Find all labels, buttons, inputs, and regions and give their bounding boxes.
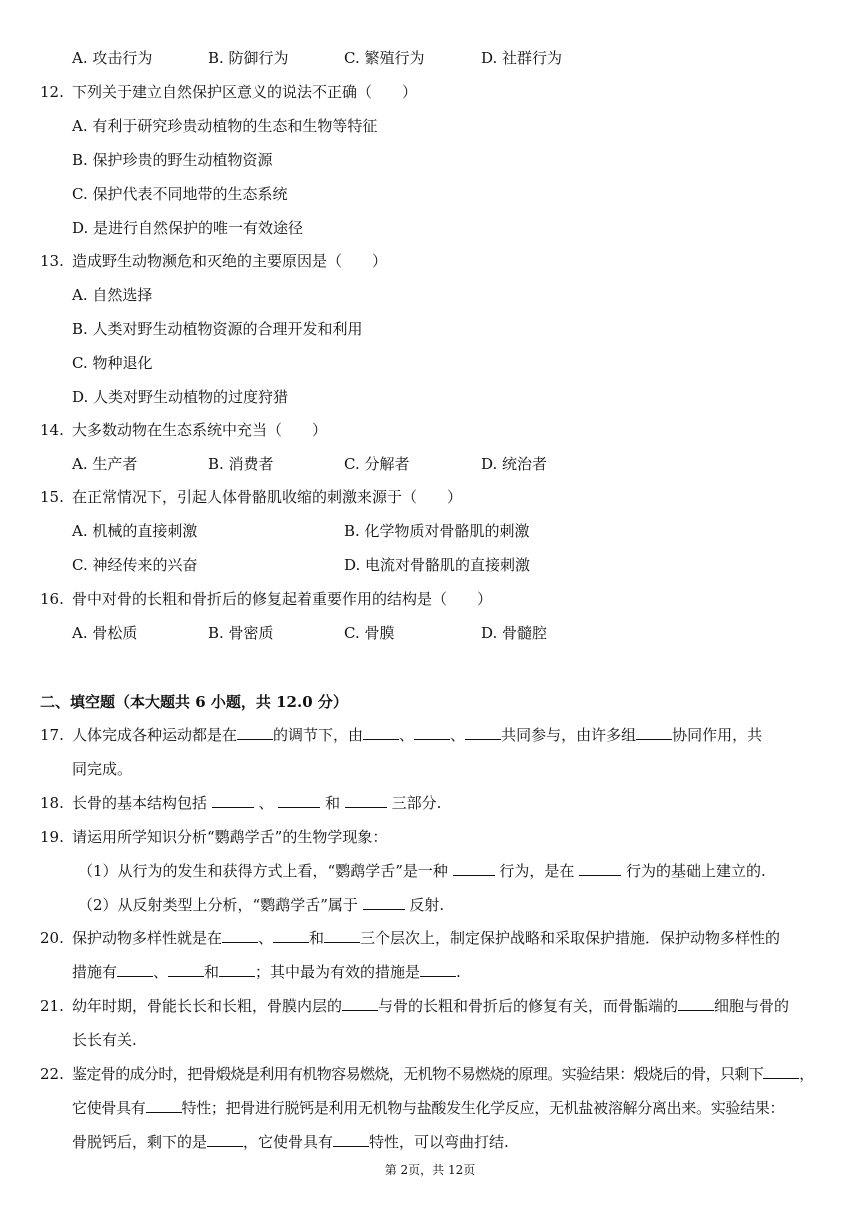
question-text-continued: 同完成。 xyxy=(72,760,133,778)
question-number: 18. xyxy=(40,794,64,812)
question-text: 在正常情况下，引起人体骨骼肌收缩的刺激来源于（ ） xyxy=(72,488,463,506)
q11-option-b: B. 防御行为 xyxy=(208,49,289,67)
blank xyxy=(763,1064,799,1079)
blank xyxy=(324,928,360,943)
question-number: 22. xyxy=(40,1065,64,1083)
question-21 xyxy=(0,989,860,1023)
q15-option-d: D. 电流对骨骼肌的直接刺激 xyxy=(344,556,531,574)
question-text: 下列关于建立自然保护区意义的说法不正确（ ） xyxy=(72,83,418,101)
blank xyxy=(219,962,255,977)
blank xyxy=(579,861,621,876)
question-19 xyxy=(0,820,860,854)
q11-option-a: A. 攻击行为 xyxy=(72,49,153,67)
blank xyxy=(342,996,378,1011)
q12-option-d: D. 是进行自然保护的唯一有效途径 xyxy=(72,219,304,237)
page-footer: 第 2页，共 12页 xyxy=(384,1163,476,1177)
q16-option-b: B. 骨密质 xyxy=(208,624,274,642)
q15-option-b: B. 化学物质对骨骼肌的刺激 xyxy=(344,522,530,540)
q11-option-d: D. 社群行为 xyxy=(481,49,563,67)
q12-option-b: B. 保护珍贵的野生动植物资源 xyxy=(72,151,273,169)
question-14 xyxy=(0,413,860,447)
q12-option-c: C. 保护代表不同地带的生态系统 xyxy=(72,185,288,203)
question-22-line3: 骨脱钙后，剩下的是 ，它使骨具有 特性，可以弯曲打结. xyxy=(72,1133,509,1151)
q11-option-c: C. 繁殖行为 xyxy=(344,49,425,67)
question-text: 长骨的基本结构包括 、 和 三部分. xyxy=(72,794,442,812)
blank xyxy=(168,962,204,977)
blank xyxy=(363,895,405,910)
blank xyxy=(363,725,399,740)
question-text: 幼年时期，骨能长长和长粗，骨膜内层的 与骨的长粗和骨折后的修复有关，而骨骺端的 细胞与骨的 xyxy=(72,997,790,1015)
question-18 xyxy=(0,786,860,820)
blank xyxy=(117,962,153,977)
q14-options xyxy=(0,447,860,481)
question-text: 人体完成各种运动都是在 的调节下，由 、 、 共同参与，由许多组 协同作用，共 xyxy=(72,726,763,744)
q15-option-c: C. 神经传来的兴奋 xyxy=(72,556,198,574)
question-number: 21. xyxy=(40,997,64,1015)
q14-option-b: B. 消费者 xyxy=(208,455,274,473)
question-17 xyxy=(0,718,860,752)
question-number: 19. xyxy=(40,828,64,846)
q16-option-c: C. 骨膜 xyxy=(344,624,395,642)
q19-sub-2: （2）从反射类型上分析，“鹦鹉学舌”属于 反射. xyxy=(78,896,445,914)
blank xyxy=(273,928,309,943)
q14-option-c: C. 分解者 xyxy=(344,455,410,473)
question-text: 骨中对骨的长粗和骨折后的修复起着重要作用的结构是（ ） xyxy=(72,590,493,608)
question-text: 请运用所学知识分析“鹦鹉学舌”的生物学现象： xyxy=(72,828,388,846)
blank xyxy=(212,793,254,808)
blank xyxy=(207,1132,243,1147)
blank xyxy=(333,1132,369,1147)
question-20-line2: 措施有 、 和 ；其中最为有效的措施是 . xyxy=(72,963,461,981)
blank xyxy=(237,725,273,740)
question-15 xyxy=(0,480,860,514)
question-16 xyxy=(0,582,860,616)
question-number: 14. xyxy=(40,421,64,439)
q19-sub-1: （1）从行为的发生和获得方式上看，“鹦鹉学舌”是一种 行为，是在 行为的基础上建立的. xyxy=(78,862,766,880)
question-22 xyxy=(0,1057,860,1091)
question-text: 大多数动物在生态系统中充当（ ） xyxy=(72,421,328,439)
question-number: 16. xyxy=(40,590,64,608)
question-22-line2: 它使骨具有 特性；把骨进行脱钙是利用无机物与盐酸发生化学反应，无机盐被溶解分离出来。实验结果： xyxy=(72,1099,785,1117)
q14-option-a: A. 生产者 xyxy=(72,455,138,473)
question-number: 12. xyxy=(40,83,64,101)
section-heading xyxy=(0,685,860,719)
blank xyxy=(146,1098,182,1113)
q13-option-a: A. 自然选择 xyxy=(72,286,153,304)
q16-option-a: A. 骨松质 xyxy=(72,624,138,642)
question-text: 造成野生动物濒危和灭绝的主要原因是（ ） xyxy=(72,252,388,270)
question-text-continued: 长长有关. xyxy=(72,1031,137,1049)
blank xyxy=(222,928,258,943)
question-12 xyxy=(0,75,860,109)
q14-option-d: D. 统治者 xyxy=(481,455,548,473)
question-number: 13. xyxy=(40,252,64,270)
question-number: 17. xyxy=(40,726,64,744)
q15-options-row2 xyxy=(0,548,860,582)
blank xyxy=(678,996,714,1011)
q13-option-c: C. 物种退化 xyxy=(72,354,153,372)
q13-option-b: B. 人类对野生动植物资源的合理开发和利用 xyxy=(72,320,363,338)
question-text: 保护动物多样性就是在 、 和 三个层次上，制定保护战略和采取保护措施．保护动物多样性的 xyxy=(72,929,781,947)
question-20 xyxy=(0,921,860,955)
blank xyxy=(636,725,672,740)
blank xyxy=(465,725,501,740)
q13-option-d: D. 人类对野生动植物的过度狩猎 xyxy=(72,388,289,406)
q15-options-row1 xyxy=(0,514,860,548)
blank xyxy=(420,962,456,977)
q15-option-a: A. 机械的直接刺激 xyxy=(72,522,198,540)
q16-option-d: D. 骨髓腔 xyxy=(481,624,548,642)
blank xyxy=(278,793,320,808)
q16-options xyxy=(0,616,860,650)
question-text: 鉴定骨的成分时，把骨煅烧是利用有机物容易燃烧，无机物不易燃烧的原理。实验结果：煅烧后的骨，只剩下 ， xyxy=(72,1065,814,1083)
blank xyxy=(453,861,495,876)
q11-options xyxy=(0,41,860,75)
blank xyxy=(414,725,450,740)
question-number: 15. xyxy=(40,488,64,506)
question-number: 20. xyxy=(40,929,64,947)
q12-option-a: A. 有利于研究珍贵动植物的生态和生物等特征 xyxy=(72,117,378,135)
section-title: 二、填空题（本大题共 6 小题，共 12.0 分） xyxy=(40,693,348,711)
blank xyxy=(345,793,387,808)
question-13 xyxy=(0,244,860,278)
